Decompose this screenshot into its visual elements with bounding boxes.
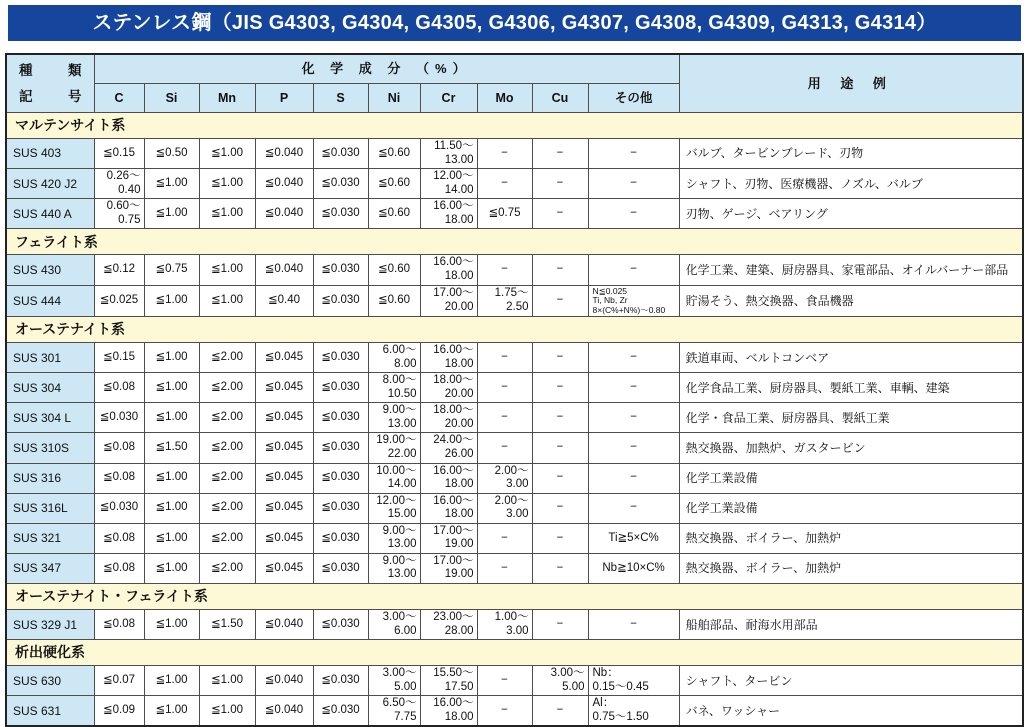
chem-s-cell: ≦0.030 <box>313 666 368 696</box>
chem-cr-cell: 18.00～ 20.00 <box>420 373 477 403</box>
steel-grade-cell: SUS 440 A <box>6 199 94 229</box>
chem-p-cell: ≦0.040 <box>255 666 313 696</box>
chem-p-cell: ≦0.045 <box>255 493 313 523</box>
chem-si-cell: ≦1.00 <box>144 199 199 229</box>
steel-grade-cell: SUS 304 <box>6 373 94 403</box>
chem-p-cell: ≦0.045 <box>255 403 313 433</box>
header-element-Cr: Cr <box>420 84 477 113</box>
chem-cu-cell: − <box>532 463 588 493</box>
chem-mo-cell: − <box>477 433 532 463</box>
chem-ni-cell: 19.00～ 22.00 <box>368 433 420 463</box>
usage-cell: 化学工業、建築、厨房器具、家電部品、オイルバーナー部品 <box>679 255 1023 285</box>
chem-si-cell: ≦1.00 <box>144 523 199 553</box>
steel-grade-cell: SUS 310S <box>6 433 94 463</box>
chem-si-cell: ≦1.00 <box>144 666 199 696</box>
header-usage: 用 途 例 <box>679 54 1023 113</box>
chem-si-cell: ≦0.50 <box>144 139 199 169</box>
steel-grade-cell: SUS 630 <box>6 666 94 696</box>
chem-other-cell: − <box>588 199 679 229</box>
chem-s-cell: ≦0.030 <box>313 139 368 169</box>
chem-mn-cell: ≦2.00 <box>199 403 255 433</box>
chem-ni-cell: 6.00～ 8.00 <box>368 343 420 373</box>
chem-cu-cell: − <box>532 139 588 169</box>
chem-cu-cell: − <box>532 610 588 640</box>
chem-cu-cell: − <box>532 343 588 373</box>
chem-c-cell: ≦0.08 <box>94 553 144 583</box>
chem-si-cell: ≦1.00 <box>144 463 199 493</box>
chem-cu-cell: − <box>532 553 588 583</box>
chem-cu-cell: − <box>532 493 588 523</box>
table-row <box>6 255 1023 285</box>
chem-mo-cell: − <box>477 696 532 727</box>
chem-ni-cell: ≦0.60 <box>368 199 420 229</box>
chem-cr-cell: 16.00～ 18.00 <box>420 463 477 493</box>
table-row <box>6 403 1023 433</box>
chem-mo-cell: − <box>477 139 532 169</box>
chem-p-cell: ≦0.045 <box>255 553 313 583</box>
table-row <box>6 610 1023 640</box>
chem-other-cell: − <box>588 139 679 169</box>
chem-cr-cell: 16.00～ 18.00 <box>420 696 477 727</box>
table-row <box>6 285 1023 317</box>
chem-c-cell: ≦0.08 <box>94 463 144 493</box>
chem-other-cell: Al： 0.75～1.50 <box>588 696 679 727</box>
chem-other-cell: − <box>588 255 679 285</box>
steel-grade-cell: SUS 403 <box>6 139 94 169</box>
chem-s-cell: ≦0.030 <box>313 403 368 433</box>
chem-c-cell: ≦0.08 <box>94 610 144 640</box>
chem-ni-cell: 3.00～ 6.00 <box>368 610 420 640</box>
header-element-Ni: Ni <box>368 84 420 113</box>
usage-cell: 貯湯そう、熱交換器、食品機器 <box>679 285 1023 317</box>
chem-si-cell: ≦1.00 <box>144 285 199 317</box>
steel-table <box>5 53 1024 727</box>
chem-other-cell: − <box>588 610 679 640</box>
chem-s-cell: ≦0.030 <box>313 696 368 727</box>
chem-si-cell: ≦1.00 <box>144 403 199 433</box>
steel-grade-cell: SUS 304 L <box>6 403 94 433</box>
chem-other-cell: − <box>588 343 679 373</box>
header-element-P: P <box>255 84 313 113</box>
header-kind-cell <box>6 54 94 113</box>
chem-ni-cell: 9.00～ 13.00 <box>368 553 420 583</box>
section-name: オーステナイト系 <box>6 317 1023 343</box>
chem-cr-cell: 12.00～ 14.00 <box>420 169 477 199</box>
steel-grade-cell: SUS 316L <box>6 493 94 523</box>
chem-ni-cell: ≦0.60 <box>368 169 420 199</box>
chem-ni-cell: 9.00～ 13.00 <box>368 523 420 553</box>
chem-mo-cell: 2.00～ 3.00 <box>477 493 532 523</box>
chem-mn-cell: ≦1.00 <box>199 255 255 285</box>
chem-c-cell: ≦0.030 <box>94 403 144 433</box>
chem-s-cell: ≦0.030 <box>313 373 368 403</box>
header-element-C: C <box>94 84 144 113</box>
table-row <box>6 169 1023 199</box>
usage-cell: 熱交換器、ボイラー、加熱炉 <box>679 553 1023 583</box>
chem-ni-cell: 3.00～ 5.00 <box>368 666 420 696</box>
chem-mo-cell: − <box>477 373 532 403</box>
header-element-Mn: Mn <box>199 84 255 113</box>
section-row <box>6 113 1023 139</box>
chem-mn-cell: ≦1.50 <box>199 610 255 640</box>
chem-s-cell: ≦0.030 <box>313 523 368 553</box>
chem-si-cell: ≦1.00 <box>144 373 199 403</box>
steel-grade-cell: SUS 316 <box>6 463 94 493</box>
chem-si-cell: ≦0.75 <box>144 255 199 285</box>
chem-s-cell: ≦0.030 <box>313 463 368 493</box>
steel-grade-cell: SUS 444 <box>6 285 94 317</box>
usage-cell: 化学食品工業、厨房器具、製紙工業、車輌、建築 <box>679 373 1023 403</box>
chem-cr-cell: 17.00～ 19.00 <box>420 553 477 583</box>
chem-s-cell: ≦0.030 <box>313 610 368 640</box>
chem-mo-cell: − <box>477 666 532 696</box>
section-row <box>6 640 1023 666</box>
chem-p-cell: ≦0.045 <box>255 463 313 493</box>
header-element-S: S <box>313 84 368 113</box>
chem-cr-cell: 24.00～ 26.00 <box>420 433 477 463</box>
section-name: マルテンサイト系 <box>6 113 1023 139</box>
chem-mn-cell: ≦1.00 <box>199 139 255 169</box>
steel-grade-cell: SUS 329 J1 <box>6 610 94 640</box>
chem-c-cell: ≦0.08 <box>94 373 144 403</box>
chem-mo-cell: ≦0.75 <box>477 199 532 229</box>
chem-c-cell: ≦0.025 <box>94 285 144 317</box>
chem-p-cell: ≦0.040 <box>255 139 313 169</box>
table-body <box>6 113 1023 727</box>
chem-other-cell: Nb： 0.15～0.45 <box>588 666 679 696</box>
chem-s-cell: ≦0.030 <box>313 433 368 463</box>
chem-ni-cell: ≦0.60 <box>368 255 420 285</box>
section-row <box>6 584 1023 610</box>
chem-s-cell: ≦0.030 <box>313 169 368 199</box>
chem-mo-cell: − <box>477 523 532 553</box>
chem-s-cell: ≦0.030 <box>313 493 368 523</box>
page <box>0 5 1029 727</box>
chem-p-cell: ≦0.040 <box>255 199 313 229</box>
table-row <box>6 433 1023 463</box>
chem-mn-cell: ≦2.00 <box>199 493 255 523</box>
chem-c-cell: 0.26～ 0.40 <box>94 169 144 199</box>
chem-c-cell: ≦0.12 <box>94 255 144 285</box>
chem-si-cell: ≦1.50 <box>144 433 199 463</box>
chem-p-cell: ≦0.40 <box>255 285 313 317</box>
chem-s-cell: ≦0.030 <box>313 553 368 583</box>
chem-mo-cell: − <box>477 553 532 583</box>
table-row <box>6 343 1023 373</box>
steel-grade-cell: SUS 347 <box>6 553 94 583</box>
header-kind-line1: 種 類 <box>19 62 82 78</box>
steel-grade-cell: SUS 321 <box>6 523 94 553</box>
chem-cr-cell: 17.00～ 19.00 <box>420 523 477 553</box>
chem-other-cell: − <box>588 463 679 493</box>
chem-p-cell: ≦0.045 <box>255 373 313 403</box>
chem-cr-cell: 15.50～ 17.50 <box>420 666 477 696</box>
chem-cu-cell: − <box>532 285 588 317</box>
chem-other-cell: Ti≧5×C% <box>588 523 679 553</box>
chem-mn-cell: ≦2.00 <box>199 523 255 553</box>
chem-mn-cell: ≦2.00 <box>199 373 255 403</box>
table-row <box>6 666 1023 696</box>
chem-other-cell: − <box>588 403 679 433</box>
chem-mn-cell: ≦1.00 <box>199 169 255 199</box>
header-row-top <box>6 54 1023 84</box>
chem-s-cell: ≦0.030 <box>313 343 368 373</box>
usage-cell: シャフト、刃物、医療機器、ノズル、バルブ <box>679 169 1023 199</box>
chem-other-cell: N≦0.025 Ti, Nb, Zr 8×(C%+N%)～0.80 <box>588 285 679 317</box>
header-kind-line2: 記 号 <box>19 88 82 104</box>
chem-si-cell: ≦1.00 <box>144 343 199 373</box>
table-row <box>6 523 1023 553</box>
header-chem-title: 化 学 成 分 （%） <box>94 54 679 84</box>
chem-s-cell: ≦0.030 <box>313 199 368 229</box>
chem-mn-cell: ≦1.00 <box>199 696 255 727</box>
chem-c-cell: ≦0.15 <box>94 139 144 169</box>
usage-cell: 熱交換器、加熱炉、ガスタービン <box>679 433 1023 463</box>
chem-cr-cell: 18.00～ 20.00 <box>420 403 477 433</box>
header-element-その他: その他 <box>588 84 679 113</box>
steel-grade-cell: SUS 301 <box>6 343 94 373</box>
chem-cr-cell: 23.00～ 28.00 <box>420 610 477 640</box>
section-name: 析出硬化系 <box>6 640 1023 666</box>
chem-c-cell: ≦0.07 <box>94 666 144 696</box>
chem-p-cell: ≦0.040 <box>255 696 313 727</box>
usage-cell: バネ、ワッシャー <box>679 696 1023 727</box>
chem-mn-cell: ≦1.00 <box>199 285 255 317</box>
chem-mo-cell: − <box>477 169 532 199</box>
chem-cu-cell: − <box>532 373 588 403</box>
chem-cu-cell: − <box>532 199 588 229</box>
chem-si-cell: ≦1.00 <box>144 696 199 727</box>
chem-c-cell: ≦0.08 <box>94 523 144 553</box>
header-element-Si: Si <box>144 84 199 113</box>
chem-other-cell: − <box>588 373 679 403</box>
chem-cu-cell: 3.00～ 5.00 <box>532 666 588 696</box>
steel-grade-cell: SUS 420 J2 <box>6 169 94 199</box>
chem-p-cell: ≦0.040 <box>255 255 313 285</box>
chem-mn-cell: ≦2.00 <box>199 553 255 583</box>
usage-cell: 化学・食品工業、厨房器具、製紙工業 <box>679 403 1023 433</box>
usage-cell: 熱交換器、ボイラー、加熱炉 <box>679 523 1023 553</box>
steel-grade-cell: SUS 631 <box>6 696 94 727</box>
usage-cell: シャフト、タービン <box>679 666 1023 696</box>
usage-cell: 船舶部品、耐海水用部品 <box>679 610 1023 640</box>
chem-ni-cell: 6.50～ 7.75 <box>368 696 420 727</box>
section-name: フェライト系 <box>6 229 1023 255</box>
chem-cu-cell: − <box>532 255 588 285</box>
chem-si-cell: ≦1.00 <box>144 553 199 583</box>
chem-s-cell: ≦0.030 <box>313 285 368 317</box>
usage-cell: バルブ、タービンブレード、刃物 <box>679 139 1023 169</box>
chem-c-cell: ≦0.08 <box>94 433 144 463</box>
chem-mn-cell: ≦2.00 <box>199 343 255 373</box>
chem-cr-cell: 16.00～ 18.00 <box>420 493 477 523</box>
chem-cu-cell: − <box>532 433 588 463</box>
chem-cr-cell: 16.00～ 18.00 <box>420 343 477 373</box>
chem-mo-cell: 1.00～ 3.00 <box>477 610 532 640</box>
chem-c-cell: ≦0.15 <box>94 343 144 373</box>
table-row <box>6 493 1023 523</box>
chem-si-cell: ≦1.00 <box>144 169 199 199</box>
chem-p-cell: ≦0.045 <box>255 433 313 463</box>
chem-p-cell: ≦0.040 <box>255 610 313 640</box>
chem-ni-cell: 9.00～ 13.00 <box>368 403 420 433</box>
chem-other-cell: − <box>588 169 679 199</box>
table-row <box>6 463 1023 493</box>
table-row <box>6 199 1023 229</box>
chem-c-cell: 0.60～ 0.75 <box>94 199 144 229</box>
section-row <box>6 229 1023 255</box>
chem-p-cell: ≦0.040 <box>255 169 313 199</box>
chem-mn-cell: ≦1.00 <box>199 199 255 229</box>
chem-mo-cell: 1.75～ 2.50 <box>477 285 532 317</box>
chem-si-cell: ≦1.00 <box>144 493 199 523</box>
chem-cr-cell: 16.00～ 18.00 <box>420 255 477 285</box>
chem-si-cell: ≦1.00 <box>144 610 199 640</box>
chem-mo-cell: − <box>477 343 532 373</box>
chem-s-cell: ≦0.030 <box>313 255 368 285</box>
chem-cu-cell: − <box>532 169 588 199</box>
chem-ni-cell: 10.00～ 14.00 <box>368 463 420 493</box>
chem-ni-cell: ≦0.60 <box>368 285 420 317</box>
usage-cell: 化学工業設備 <box>679 463 1023 493</box>
chem-mo-cell: − <box>477 255 532 285</box>
section-name: オーステナイト・フェライト系 <box>6 584 1023 610</box>
table-row <box>6 139 1023 169</box>
chem-cu-cell: − <box>532 403 588 433</box>
chem-cu-cell: − <box>532 523 588 553</box>
chem-p-cell: ≦0.045 <box>255 523 313 553</box>
chem-p-cell: ≦0.045 <box>255 343 313 373</box>
usage-cell: 刃物、ゲージ、ベアリング <box>679 199 1023 229</box>
chem-ni-cell: 8.00～ 10.50 <box>368 373 420 403</box>
table-row <box>6 373 1023 403</box>
table-header <box>6 54 1023 113</box>
header-element-Cu: Cu <box>532 84 588 113</box>
chem-mn-cell: ≦2.00 <box>199 433 255 463</box>
chem-other-cell: Nb≧10×C% <box>588 553 679 583</box>
usage-cell: 鉄道車両、ベルトコンベア <box>679 343 1023 373</box>
header-element-Mo: Mo <box>477 84 532 113</box>
chem-mo-cell: − <box>477 403 532 433</box>
chem-mn-cell: ≦1.00 <box>199 666 255 696</box>
table-row <box>6 553 1023 583</box>
chem-ni-cell: 12.00～ 15.00 <box>368 493 420 523</box>
chem-mn-cell: ≦2.00 <box>199 463 255 493</box>
chem-cu-cell: − <box>532 696 588 727</box>
chem-c-cell: ≦0.030 <box>94 493 144 523</box>
steel-grade-cell: SUS 430 <box>6 255 94 285</box>
table-row <box>6 696 1023 727</box>
usage-cell: 化学工業設備 <box>679 493 1023 523</box>
chem-other-cell: − <box>588 433 679 463</box>
page-title: ステンレス鋼（JIS G4303, G4304, G4305, G4306, G4307, G4308, G4309, G4313, G4314） <box>8 5 1021 41</box>
chem-cr-cell: 17.00～ 20.00 <box>420 285 477 317</box>
section-row <box>6 317 1023 343</box>
chem-mo-cell: 2.00～ 3.00 <box>477 463 532 493</box>
chem-ni-cell: ≦0.60 <box>368 139 420 169</box>
chem-other-cell: − <box>588 493 679 523</box>
chem-c-cell: ≦0.09 <box>94 696 144 727</box>
chem-cr-cell: 11.50～ 13.00 <box>420 139 477 169</box>
chem-cr-cell: 16.00～ 18.00 <box>420 199 477 229</box>
